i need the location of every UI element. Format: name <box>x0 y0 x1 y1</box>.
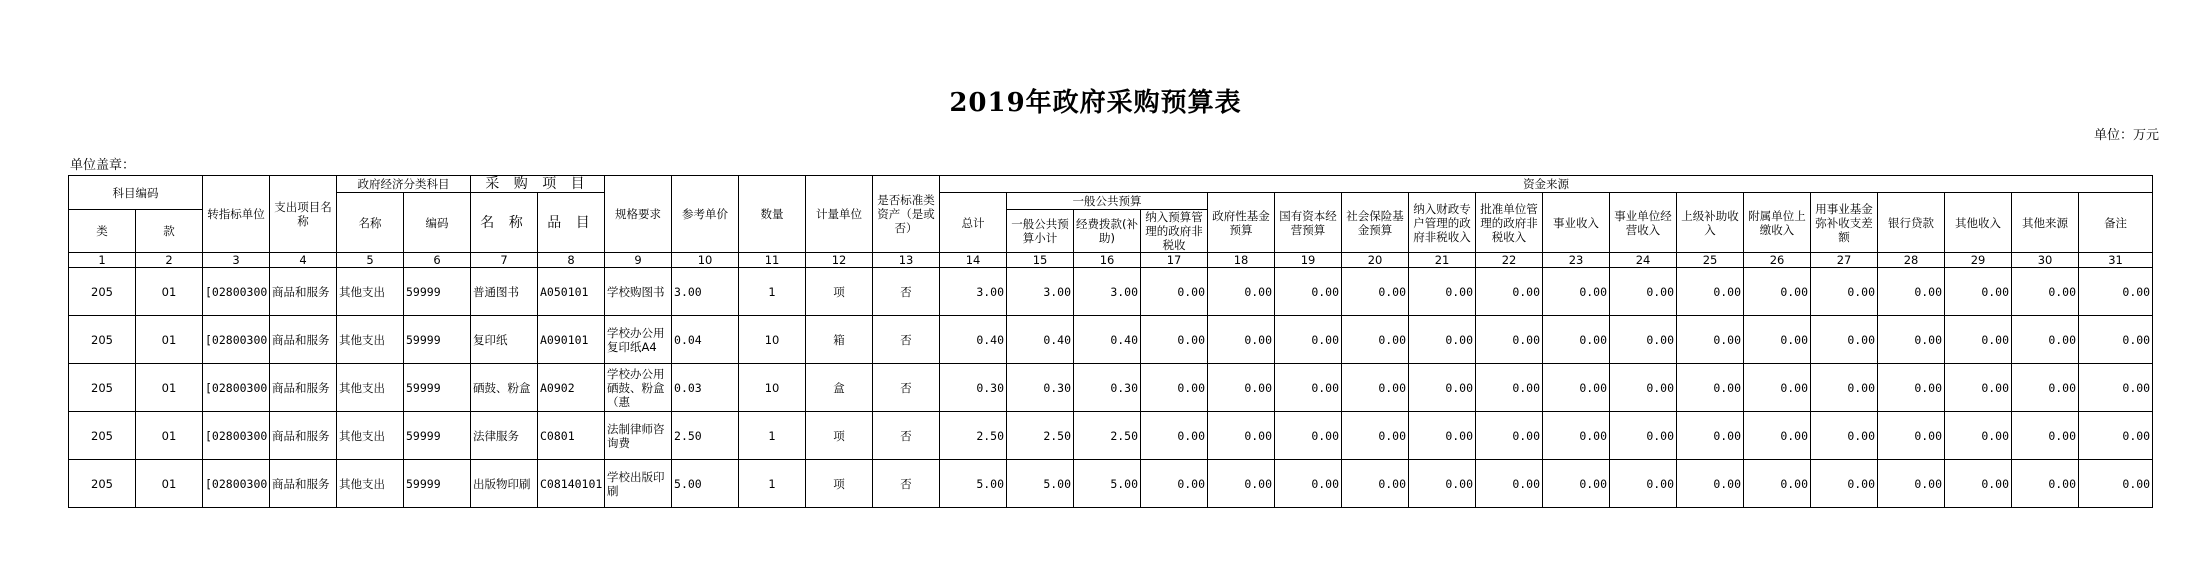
table-row <box>69 268 2153 316</box>
cell-spec: 学校办公用硒鼓、粉盒（惠 <box>605 364 672 412</box>
column-number: 23 <box>1543 253 1610 268</box>
table-row <box>69 412 2153 460</box>
cell-fund-amount: 0.00 <box>1409 268 1476 316</box>
header-superior-subsidy: 上级补助收入 <box>1677 193 1744 253</box>
header-item-name: 名 称 <box>471 193 538 253</box>
cell-fund-amount: 0.00 <box>1677 316 1744 364</box>
header-purchase-item: 采 购 项 目 <box>471 176 605 193</box>
column-number: 2 <box>136 253 203 268</box>
column-number-row <box>69 253 2153 268</box>
header-item-code: 品 目 <box>538 193 605 253</box>
header-gb-nontax: 纳入预算管理的政府非税收 <box>1141 210 1208 253</box>
column-number: 10 <box>672 253 739 268</box>
cell-spec: 法制律师咨询费 <box>605 412 672 460</box>
cell-item-name: 普通图书 <box>471 268 538 316</box>
cell-fund-amount: 0.00 <box>1208 364 1275 412</box>
column-number: 3 <box>203 253 270 268</box>
column-number: 4 <box>270 253 337 268</box>
unit-label: 单位：万元 <box>2093 128 2159 143</box>
cell-fund-amount: 0.00 <box>1141 460 1208 508</box>
cell-fund-amount: 0.00 <box>1342 364 1409 412</box>
cell-fund-amount: 0.00 <box>1610 268 1677 316</box>
procurement-budget-table <box>68 175 2153 508</box>
cell-fund-amount: 0.00 <box>1811 364 1878 412</box>
cell-gb-appropriation: 3.00 <box>1074 268 1141 316</box>
cell-fund-amount: 0.00 <box>1275 460 1342 508</box>
cell-ref-price: 3.00 <box>672 268 739 316</box>
cell-lei: 205 <box>69 460 136 508</box>
header-subject-code: 科目编码 <box>69 176 203 210</box>
cell-fund-amount: 0.00 <box>2012 268 2079 316</box>
cell-fund-amount: 0.00 <box>1141 412 1208 460</box>
header-econ-class: 政府经济分类科目 <box>337 176 471 193</box>
column-number: 9 <box>605 253 672 268</box>
cell-fund-amount: 0.00 <box>1811 412 1878 460</box>
cell-gb-subtotal: 0.30 <box>1007 364 1074 412</box>
column-number: 8 <box>538 253 605 268</box>
cell-spec: 学校出版印刷 <box>605 460 672 508</box>
cell-fund-amount: 0.00 <box>1677 460 1744 508</box>
cell-kuan: 01 <box>136 412 203 460</box>
cell-fund-amount: 0.00 <box>2012 412 2079 460</box>
cell-lei: 205 <box>69 364 136 412</box>
column-number: 13 <box>873 253 940 268</box>
cell-fund-amount: 0.00 <box>1610 412 1677 460</box>
cell-econ-name: 其他支出 <box>337 316 404 364</box>
cell-fund-amount: 0.00 <box>1744 460 1811 508</box>
column-number: 25 <box>1677 253 1744 268</box>
header-general-budget: 一般公共预算 <box>1007 193 1208 210</box>
cell-expense-item: 商品和服务 <box>270 268 337 316</box>
column-number: 17 <box>1141 253 1208 268</box>
stamp-label: 单位盖章： <box>70 158 136 173</box>
cell-fund-amount: 0.00 <box>1543 412 1610 460</box>
cell-gb-appropriation: 5.00 <box>1074 460 1141 508</box>
header-total: 总计 <box>940 193 1007 253</box>
cell-expense-item: 商品和服务 <box>270 364 337 412</box>
cell-fund-amount: 0.00 <box>1677 364 1744 412</box>
cell-item-name: 硒鼓、粉盒 <box>471 364 538 412</box>
table-row <box>69 316 2153 364</box>
cell-item-name: 出版物印刷 <box>471 460 538 508</box>
cell-fund-amount: 0.00 <box>1811 268 1878 316</box>
cell-fund-amount: 0.00 <box>2012 316 2079 364</box>
cell-kuan: 01 <box>136 364 203 412</box>
cell-fund-amount: 0.00 <box>1409 364 1476 412</box>
cell-fund-amount: 0.00 <box>1342 268 1409 316</box>
cell-fund-amount: 0.00 <box>1342 460 1409 508</box>
column-number: 11 <box>739 253 806 268</box>
cell-spec: 学校购图书 <box>605 268 672 316</box>
header-reserve-fund: 用事业基金弥补收支差额 <box>1811 193 1878 253</box>
header-subsidiary-income: 附属单位上缴收入 <box>1744 193 1811 253</box>
header-approved-nontax: 批准单位管理的政府非税收入 <box>1476 193 1543 253</box>
cell-item-code: C08140101 <box>538 460 605 508</box>
header-state-capital: 国有资本经营预算 <box>1275 193 1342 253</box>
cell-fund-amount: 0.00 <box>1476 412 1543 460</box>
column-number: 14 <box>940 253 1007 268</box>
page-title: 2019年政府采购预算表 <box>949 88 1242 118</box>
header-lei: 类 <box>69 210 136 253</box>
cell-gb-subtotal: 5.00 <box>1007 460 1074 508</box>
column-number: 20 <box>1342 253 1409 268</box>
cell-fund-amount: 0.00 <box>1141 364 1208 412</box>
cell-item-code: A050101 <box>538 268 605 316</box>
cell-fund-amount: 0.00 <box>1744 412 1811 460</box>
cell-measure-unit: 项 <box>806 460 873 508</box>
header-gb-subtotal: 一般公共预算小计 <box>1007 210 1074 253</box>
cell-fund-amount: 0.00 <box>1677 268 1744 316</box>
cell-kuan: 01 <box>136 316 203 364</box>
cell-fund-amount: 0.00 <box>1275 268 1342 316</box>
header-remark: 备注 <box>2079 193 2153 253</box>
cell-econ-code: 59999 <box>404 364 471 412</box>
cell-fund-amount: 0.00 <box>1610 460 1677 508</box>
cell-total: 0.30 <box>940 364 1007 412</box>
column-number: 18 <box>1208 253 1275 268</box>
header-is-standard: 是否标准类资产（是或否） <box>873 176 940 253</box>
table-body <box>69 268 2153 508</box>
cell-fund-amount: 0.00 <box>1945 364 2012 412</box>
cell-kuan: 01 <box>136 460 203 508</box>
header-qty: 数量 <box>739 176 806 253</box>
header-transfer-unit: 转指标单位 <box>203 176 270 253</box>
header-gov-fund: 政府性基金预算 <box>1208 193 1275 253</box>
cell-fund-amount: 0.00 <box>1409 412 1476 460</box>
cell-econ-name: 其他支出 <box>337 268 404 316</box>
cell-fund-amount: 0.00 <box>1744 316 1811 364</box>
column-number: 27 <box>1811 253 1878 268</box>
cell-transfer-unit: [02800300 <box>203 364 270 412</box>
cell-fund-amount: 0.00 <box>2079 412 2153 460</box>
cell-expense-item: 商品和服务 <box>270 316 337 364</box>
cell-gb-subtotal: 0.40 <box>1007 316 1074 364</box>
cell-item-name: 法律服务 <box>471 412 538 460</box>
column-number: 21 <box>1409 253 1476 268</box>
column-number: 6 <box>404 253 471 268</box>
header-funds-source: 资金来源 <box>940 176 2153 193</box>
cell-fund-amount: 0.00 <box>1878 412 1945 460</box>
cell-fund-amount: 0.00 <box>1744 364 1811 412</box>
cell-econ-code: 59999 <box>404 268 471 316</box>
cell-fund-amount: 0.00 <box>1878 460 1945 508</box>
cell-econ-code: 59999 <box>404 316 471 364</box>
column-number: 24 <box>1610 253 1677 268</box>
header-business-income: 事业收入 <box>1543 193 1610 253</box>
cell-fund-amount: 0.00 <box>1141 316 1208 364</box>
cell-fund-amount: 0.00 <box>1476 268 1543 316</box>
cell-measure-unit: 盒 <box>806 364 873 412</box>
cell-ref-price: 0.03 <box>672 364 739 412</box>
cell-kuan: 01 <box>136 268 203 316</box>
header-expense-item: 支出项目名称 <box>270 176 337 253</box>
cell-fund-amount: 0.00 <box>1275 364 1342 412</box>
cell-gb-subtotal: 3.00 <box>1007 268 1074 316</box>
cell-fund-amount: 0.00 <box>1945 268 2012 316</box>
cell-fund-amount: 0.00 <box>1208 460 1275 508</box>
header-spec: 规格要求 <box>605 176 672 253</box>
table-row <box>69 460 2153 508</box>
cell-measure-unit: 箱 <box>806 316 873 364</box>
column-number: 1 <box>69 253 136 268</box>
column-number: 28 <box>1878 253 1945 268</box>
cell-transfer-unit: [02800300 <box>203 412 270 460</box>
header-kuan: 款 <box>136 210 203 253</box>
cell-total: 3.00 <box>940 268 1007 316</box>
cell-lei: 205 <box>69 412 136 460</box>
column-number: 7 <box>471 253 538 268</box>
cell-fund-amount: 0.00 <box>2012 460 2079 508</box>
table-header <box>69 176 2153 268</box>
cell-fund-amount: 0.00 <box>1543 460 1610 508</box>
cell-ref-price: 5.00 <box>672 460 739 508</box>
header-gb-appropriation: 经费拨款(补助) <box>1074 210 1141 253</box>
header-other-source: 其他来源 <box>2012 193 2079 253</box>
cell-fund-amount: 0.00 <box>1677 412 1744 460</box>
cell-is-standard: 否 <box>873 364 940 412</box>
header-econ-name: 名称 <box>337 193 404 253</box>
column-number: 15 <box>1007 253 1074 268</box>
cell-fund-amount: 0.00 <box>1945 412 2012 460</box>
cell-total: 5.00 <box>940 460 1007 508</box>
cell-fund-amount: 0.00 <box>1878 316 1945 364</box>
cell-measure-unit: 项 <box>806 268 873 316</box>
cell-gb-appropriation: 0.40 <box>1074 316 1141 364</box>
cell-fund-amount: 0.00 <box>1409 316 1476 364</box>
cell-fund-amount: 0.00 <box>1208 412 1275 460</box>
cell-fund-amount: 0.00 <box>1878 364 1945 412</box>
cell-qty: 1 <box>739 412 806 460</box>
column-number: 29 <box>1945 253 2012 268</box>
cell-fund-amount: 0.00 <box>1610 316 1677 364</box>
cell-fund-amount: 0.00 <box>2079 316 2153 364</box>
cell-transfer-unit: [02800300 <box>203 316 270 364</box>
cell-fund-amount: 0.00 <box>1811 316 1878 364</box>
column-number: 30 <box>2012 253 2079 268</box>
cell-is-standard: 否 <box>873 460 940 508</box>
table-row <box>69 364 2153 412</box>
cell-ref-price: 2.50 <box>672 412 739 460</box>
header-econ-code: 编码 <box>404 193 471 253</box>
cell-fund-amount: 0.00 <box>2079 460 2153 508</box>
cell-gb-appropriation: 0.30 <box>1074 364 1141 412</box>
cell-spec: 学校办公用复印纸A4 <box>605 316 672 364</box>
header-ref-price: 参考单价 <box>672 176 739 253</box>
header-operating-income: 事业单位经营收入 <box>1610 193 1677 253</box>
cell-fund-amount: 0.00 <box>2012 364 2079 412</box>
header-other-income: 其他收入 <box>1945 193 2012 253</box>
cell-fund-amount: 0.00 <box>1945 316 2012 364</box>
column-number: 31 <box>2079 253 2153 268</box>
cell-is-standard: 否 <box>873 268 940 316</box>
cell-gb-subtotal: 2.50 <box>1007 412 1074 460</box>
cell-fund-amount: 0.00 <box>1342 316 1409 364</box>
cell-econ-name: 其他支出 <box>337 364 404 412</box>
cell-qty: 1 <box>739 268 806 316</box>
cell-fund-amount: 0.00 <box>1342 412 1409 460</box>
cell-fund-amount: 0.00 <box>1811 460 1878 508</box>
cell-item-code: C0801 <box>538 412 605 460</box>
cell-fund-amount: 0.00 <box>1744 268 1811 316</box>
cell-is-standard: 否 <box>873 412 940 460</box>
cell-total: 2.50 <box>940 412 1007 460</box>
cell-fund-amount: 0.00 <box>2079 364 2153 412</box>
cell-fund-amount: 0.00 <box>1476 364 1543 412</box>
cell-is-standard: 否 <box>873 316 940 364</box>
cell-fund-amount: 0.00 <box>1610 364 1677 412</box>
cell-fund-amount: 0.00 <box>1543 268 1610 316</box>
cell-fund-amount: 0.00 <box>1476 316 1543 364</box>
cell-qty: 10 <box>739 364 806 412</box>
cell-qty: 10 <box>739 316 806 364</box>
header-social-insurance: 社会保险基金预算 <box>1342 193 1409 253</box>
cell-item-code: A0902 <box>538 364 605 412</box>
cell-fund-amount: 0.00 <box>1409 460 1476 508</box>
cell-item-name: 复印纸 <box>471 316 538 364</box>
header-bank-loan: 银行贷款 <box>1878 193 1945 253</box>
column-number: 22 <box>1476 253 1543 268</box>
cell-transfer-unit: [02800300 <box>203 268 270 316</box>
header-measure-unit: 计量单位 <box>806 176 873 253</box>
cell-qty: 1 <box>739 460 806 508</box>
cell-fund-amount: 0.00 <box>1543 316 1610 364</box>
column-number: 5 <box>337 253 404 268</box>
cell-fund-amount: 0.00 <box>1476 460 1543 508</box>
cell-fund-amount: 0.00 <box>1141 268 1208 316</box>
cell-fund-amount: 0.00 <box>1208 268 1275 316</box>
cell-transfer-unit: [02800300 <box>203 460 270 508</box>
cell-item-code: A090101 <box>538 316 605 364</box>
cell-fund-amount: 0.00 <box>1275 412 1342 460</box>
column-number: 12 <box>806 253 873 268</box>
column-number: 26 <box>1744 253 1811 268</box>
cell-ref-price: 0.04 <box>672 316 739 364</box>
cell-expense-item: 商品和服务 <box>270 412 337 460</box>
cell-gb-appropriation: 2.50 <box>1074 412 1141 460</box>
cell-econ-name: 其他支出 <box>337 412 404 460</box>
cell-econ-code: 59999 <box>404 412 471 460</box>
cell-econ-code: 59999 <box>404 460 471 508</box>
cell-fund-amount: 0.00 <box>1208 316 1275 364</box>
cell-fund-amount: 0.00 <box>1945 460 2012 508</box>
header-fiscal-special: 纳入财政专户管理的政府非税收入 <box>1409 193 1476 253</box>
cell-fund-amount: 0.00 <box>1275 316 1342 364</box>
cell-expense-item: 商品和服务 <box>270 460 337 508</box>
cell-lei: 205 <box>69 268 136 316</box>
cell-measure-unit: 项 <box>806 412 873 460</box>
column-number: 19 <box>1275 253 1342 268</box>
cell-fund-amount: 0.00 <box>1878 268 1945 316</box>
cell-fund-amount: 0.00 <box>2079 268 2153 316</box>
column-number: 16 <box>1074 253 1141 268</box>
cell-lei: 205 <box>69 316 136 364</box>
cell-fund-amount: 0.00 <box>1543 364 1610 412</box>
cell-econ-name: 其他支出 <box>337 460 404 508</box>
cell-total: 0.40 <box>940 316 1007 364</box>
